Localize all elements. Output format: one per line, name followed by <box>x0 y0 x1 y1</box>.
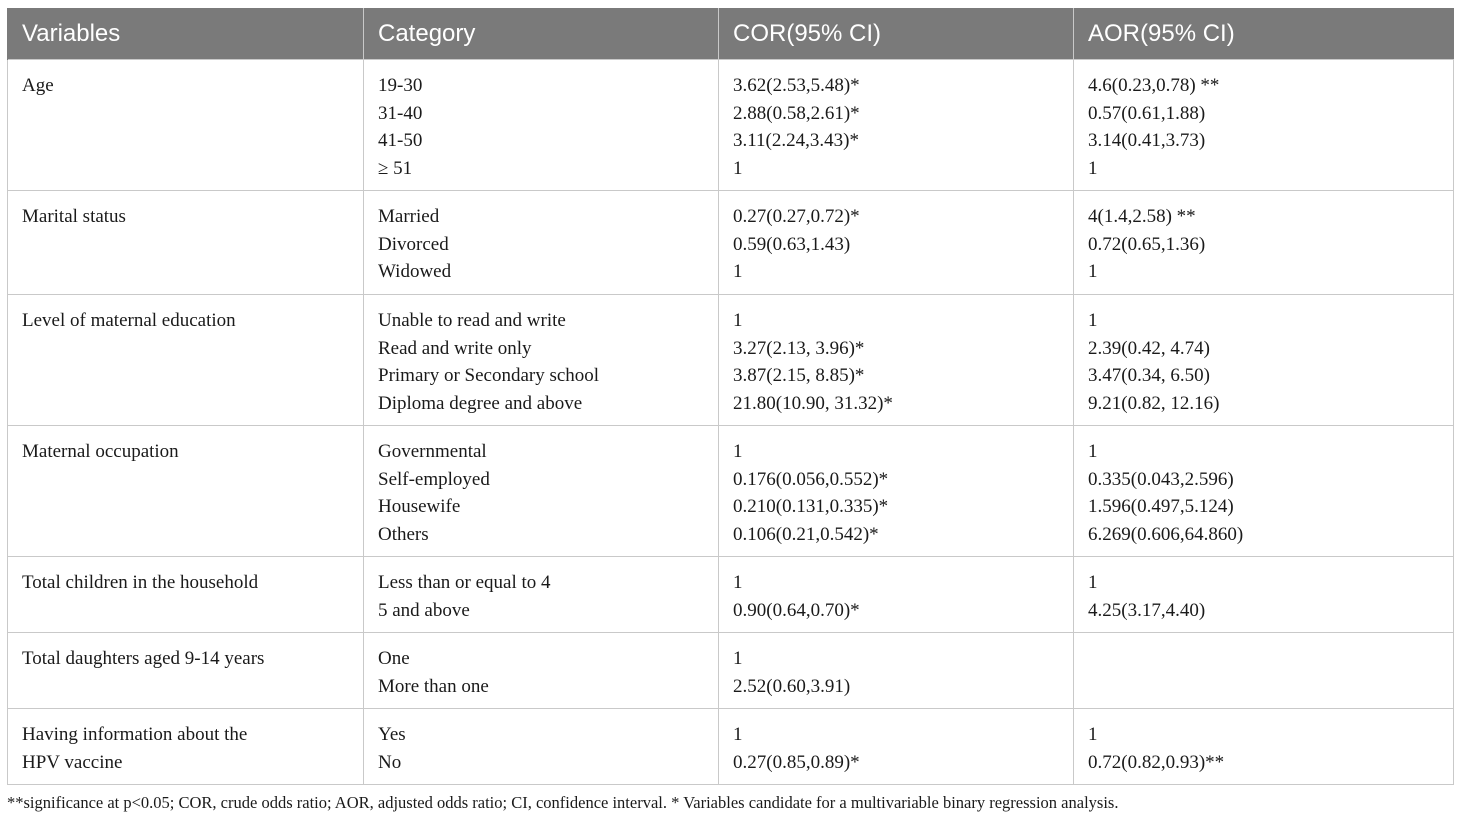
category-cell-line: Divorced <box>378 233 449 255</box>
aor-cell <box>1074 191 1454 295</box>
aor-cell-line: 1 <box>1088 724 1098 745</box>
header-aor: AOR(95% CI) <box>1074 8 1454 60</box>
category-cell-line: Diploma degree and above <box>378 393 583 415</box>
cor-cell-line: 1 <box>733 441 743 462</box>
category-cell-line: Unable to read and write <box>378 310 566 331</box>
cor-cell-line: 3.87(2.15, 8.85)* <box>733 365 865 387</box>
cor-cell-line: 1 <box>733 158 743 180</box>
cor-cell <box>719 633 1074 709</box>
category-cell-line: Others <box>378 524 429 546</box>
aor-cell-line: 1 <box>1088 158 1098 180</box>
variable-cell-line: Level of maternal education <box>22 310 236 331</box>
category-cell-line: Married <box>378 206 440 227</box>
cor-cell-line: 0.90(0.64,0.70)* <box>733 599 860 621</box>
aor-cell-line: 3.47(0.34, 6.50) <box>1088 365 1210 387</box>
aor-cell <box>1074 426 1454 557</box>
category-cell <box>364 191 719 295</box>
category-cell-line: Governmental <box>378 441 487 462</box>
cor-cell <box>719 191 1074 295</box>
cor-cell-line: 3.27(2.13, 3.96)* <box>733 337 865 359</box>
variable-cell-line: HPV vaccine <box>22 751 123 773</box>
category-cell-line: No <box>378 751 402 773</box>
cor-cell <box>719 426 1074 557</box>
variable-cell-line: Age <box>22 75 54 96</box>
cor-cell <box>719 60 1074 191</box>
cor-cell-line: 0.210(0.131,0.335)* <box>733 496 889 518</box>
table-header <box>8 8 1454 60</box>
table-row <box>8 557 1454 633</box>
category-cell <box>364 426 719 557</box>
category-cell-line: Less than or equal to 4 <box>378 572 551 593</box>
variable-cell <box>8 633 364 709</box>
aor-cell-line: 1 <box>1088 572 1098 593</box>
cor-cell-line: 0.27(0.27,0.72)* <box>733 206 860 227</box>
aor-cell-line: 0.335(0.043,2.596) <box>1088 468 1234 490</box>
aor-cell-line: 0.72(0.65,1.36) <box>1088 233 1206 255</box>
category-cell-line: More than one <box>378 675 489 697</box>
aor-cell-line: 0.57(0.61,1.88) <box>1088 102 1206 124</box>
table-row <box>8 709 1454 785</box>
category-cell <box>364 295 719 426</box>
table-body <box>8 60 1454 785</box>
variable-cell <box>8 191 364 295</box>
regression-table-container <box>7 8 1453 785</box>
aor-cell-line: 1 <box>1088 441 1098 462</box>
category-cell <box>364 557 719 633</box>
category-cell <box>364 633 719 709</box>
cor-cell-line: 3.62(2.53,5.48)* <box>733 75 860 96</box>
aor-cell-line: 4.6(0.23,0.78) ** <box>1088 75 1220 96</box>
aor-cell-line: 6.269(0.606,64.860) <box>1088 524 1244 546</box>
cor-cell-line: 0.59(0.63,1.43) <box>733 233 851 255</box>
table-footnote: **significance at p<0.05; COR, crude odds ratio; AOR, adjusted odds ratio; CI, confidence interval. * Variables candidate for a multivariable binary regression analysis. <box>7 793 1119 812</box>
aor-cell-line: 2.39(0.42, 4.74) <box>1088 337 1210 359</box>
cor-cell-line: 1 <box>733 261 743 283</box>
cor-cell <box>719 709 1074 785</box>
category-cell-line: 5 and above <box>378 599 470 621</box>
cor-cell-line: 0.176(0.056,0.552)* <box>733 468 889 490</box>
aor-cell-line: 1 <box>1088 310 1098 331</box>
category-cell-line: ≥ 51 <box>378 158 413 180</box>
cor-cell <box>719 557 1074 633</box>
category-cell-line: 19-30 <box>378 75 423 96</box>
category-cell-line: Widowed <box>378 261 452 283</box>
category-cell <box>364 60 719 191</box>
header-category: Category <box>364 8 719 60</box>
aor-cell-line: 1 <box>1088 261 1098 283</box>
cor-cell-line: 1 <box>733 724 743 745</box>
aor-cell-line: 4(1.4,2.58) ** <box>1088 206 1196 227</box>
category-cell-line: Read and write only <box>378 337 532 359</box>
table-row <box>8 191 1454 295</box>
cor-cell-line: 1 <box>733 310 743 331</box>
category-cell-line: 31-40 <box>378 102 423 124</box>
table-row <box>8 426 1454 557</box>
header-cor: COR(95% CI) <box>719 8 1074 60</box>
cor-cell-line: 0.106(0.21,0.542)* <box>733 524 879 546</box>
aor-cell-line: 1.596(0.497,5.124) <box>1088 496 1234 518</box>
cor-cell-line: 21.80(10.90, 31.32)* <box>733 393 893 415</box>
aor-cell <box>1074 709 1454 785</box>
table-row <box>8 295 1454 426</box>
aor-cell <box>1074 557 1454 633</box>
variable-cell <box>8 709 364 785</box>
variable-cell <box>8 295 364 426</box>
cor-cell-line: 1 <box>733 572 743 593</box>
aor-cell-line: 4.25(3.17,4.40) <box>1088 599 1206 621</box>
variable-cell-line: Total daughters aged 9-14 years <box>22 648 265 669</box>
variable-cell <box>8 60 364 191</box>
cor-cell-line: 3.11(2.24,3.43)* <box>733 130 859 152</box>
category-cell-line: Primary or Secondary school <box>378 365 600 387</box>
variable-cell-line: Total children in the household <box>22 572 259 593</box>
header-variables: Variables <box>8 8 364 60</box>
variable-cell-line: Marital status <box>22 206 126 227</box>
category-cell-line: Housewife <box>378 496 461 518</box>
aor-cell-line: 0.72(0.82,0.93)** <box>1088 751 1225 773</box>
variable-cell-line: Having information about the <box>22 724 248 745</box>
variable-cell <box>8 426 364 557</box>
category-cell-line: Yes <box>378 724 406 745</box>
aor-cell <box>1074 633 1454 709</box>
aor-cell <box>1074 295 1454 426</box>
aor-cell-line: 9.21(0.82, 12.16) <box>1088 393 1220 415</box>
cor-cell-line: 0.27(0.85,0.89)* <box>733 751 860 773</box>
table-row <box>8 633 1454 709</box>
variable-cell-line: Maternal occupation <box>22 441 179 462</box>
category-cell <box>364 709 719 785</box>
variable-cell <box>8 557 364 633</box>
cor-cell-line: 2.88(0.58,2.61)* <box>733 102 860 124</box>
table-row <box>8 60 1454 191</box>
aor-cell-line: 3.14(0.41,3.73) <box>1088 130 1206 152</box>
category-cell-line: 41-50 <box>378 130 423 152</box>
cor-cell <box>719 295 1074 426</box>
cor-cell-line: 2.52(0.60,3.91) <box>733 675 851 697</box>
regression-table <box>7 8 1454 785</box>
category-cell-line: Self-employed <box>378 468 490 490</box>
aor-cell <box>1074 60 1454 191</box>
category-cell-line: One <box>378 648 410 669</box>
cor-cell-line: 1 <box>733 648 743 669</box>
header-row <box>8 8 1454 60</box>
